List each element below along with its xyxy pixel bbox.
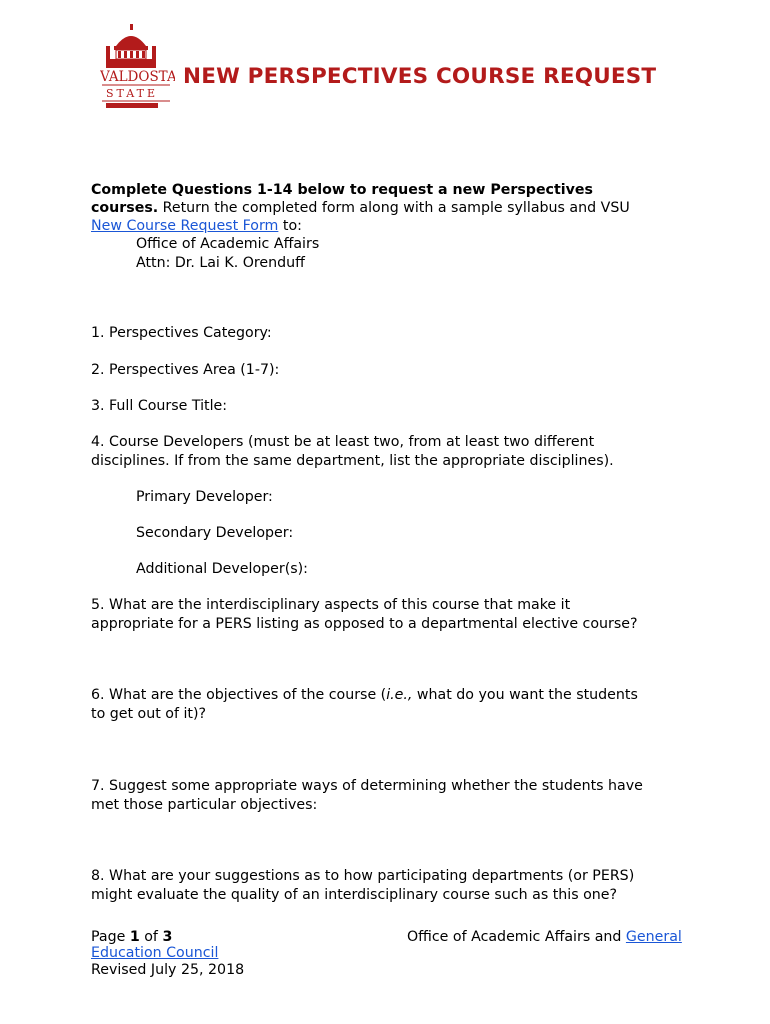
address-line-2: Attn: Dr. Lai K. Orenduff [136, 255, 305, 271]
svg-text:STATE: STATE [106, 87, 158, 100]
footer-office [407, 928, 682, 946]
general-education-link-part1[interactable]: General [625, 929, 682, 945]
page-current: 1 [129, 929, 140, 945]
question-7-line-2: met those particular objectives: [91, 797, 318, 813]
question-5-line-2: appropriate for a PERS listing as opposed to a departmental elective course? [91, 616, 638, 632]
q6-text-a: 6. What are the objectives of the course ( [91, 687, 387, 703]
intro-instructions: Return the completed form along with a sample syllabus and VSU [158, 200, 630, 216]
general-education-link-part2[interactable] [91, 944, 218, 962]
question-1: 1. Perspectives Category: [91, 325, 272, 341]
question-2: 2. Perspectives Area (1-7): [91, 362, 280, 378]
intro-line-2 [91, 199, 630, 217]
intro-bold-courses: courses. [91, 200, 159, 216]
page-of: of [139, 929, 163, 945]
revised-date: Revised July 25, 2018 [91, 962, 245, 978]
intro-to: to: [278, 218, 302, 234]
svg-text:VALDOSTA: VALDOSTA [100, 69, 175, 85]
question-4-line-2: disciplines. If from the same department, list the appropriate disciplines). [91, 453, 614, 469]
vsu-logo [100, 22, 175, 112]
vsu-logo-graphic [100, 22, 175, 112]
question-3: 3. Full Course Title: [91, 398, 228, 414]
secondary-developer-label: Secondary Developer: [136, 525, 294, 541]
question-5-line-1: 5. What are the interdisciplinary aspects of this course that make it [91, 597, 571, 613]
question-8-line-1: 8. What are your suggestions as to how participating departments (or PERS) [91, 868, 635, 884]
new-course-request-form-link[interactable]: New Course Request Form [91, 218, 279, 234]
page-prefix: Page [91, 929, 130, 945]
question-4-line-1: 4. Course Developers (must be at least two, from at least two different [91, 434, 595, 450]
footer-office-text: Office of Academic Affairs and [407, 929, 626, 945]
q6-text-b: what do you want the students [412, 687, 638, 703]
additional-developer-label: Additional Developer(s): [136, 561, 308, 577]
question-6-line-1 [91, 686, 638, 704]
question-6-line-2: to get out of it)? [91, 706, 207, 722]
education-council-link[interactable]: Education Council [91, 945, 219, 961]
page-title: NEW PERSPECTIVES COURSE REQUEST [183, 64, 657, 89]
address-line-1: Office of Academic Affairs [136, 236, 320, 252]
question-8-line-2: might evaluate the quality of an interdisciplinary course such as this one? [91, 887, 618, 903]
question-7-line-1: 7. Suggest some appropriate ways of determining whether the students have [91, 778, 643, 794]
q6-ie: i.e., [386, 687, 413, 703]
intro-line-1 [91, 181, 593, 199]
intro-bold-text: Complete Questions 1-14 below to request a new Perspectives [91, 182, 593, 198]
page-total: 3 [162, 929, 173, 945]
intro-line-3 [91, 217, 302, 235]
primary-developer-label: Primary Developer: [136, 489, 273, 505]
